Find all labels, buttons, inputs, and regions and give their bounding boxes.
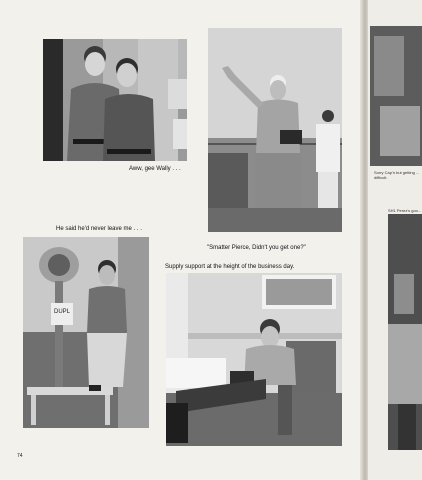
photo-officer-on-deck (208, 28, 342, 232)
caption-smatter-pierce: "Smatter Pierce, Didn't you get one?" (207, 245, 306, 251)
searchlight-sign: DUPL (54, 309, 71, 315)
photo-man-with-searchlight (23, 237, 149, 428)
photo-adjacent-top (370, 26, 422, 166)
caption-aww-gee-wally: Aww, gee Wally . . . (129, 166, 181, 172)
caption-never-leave-me: He said he'd never leave me . . . (56, 226, 142, 232)
adjacent-caption-1: Sorry Cap'n but getting ... difficult. (374, 170, 420, 180)
photo-adjacent-bottom (388, 214, 422, 450)
adjacent-caption-2: SH1 Perez's goo... (388, 208, 422, 213)
page-number: 74 (17, 453, 23, 459)
adjacent-page (368, 0, 422, 480)
photo-supply-office (166, 273, 342, 446)
caption-supply-support: Supply support at the height of the business day. (165, 264, 295, 270)
photo-two-sailors (43, 39, 187, 161)
